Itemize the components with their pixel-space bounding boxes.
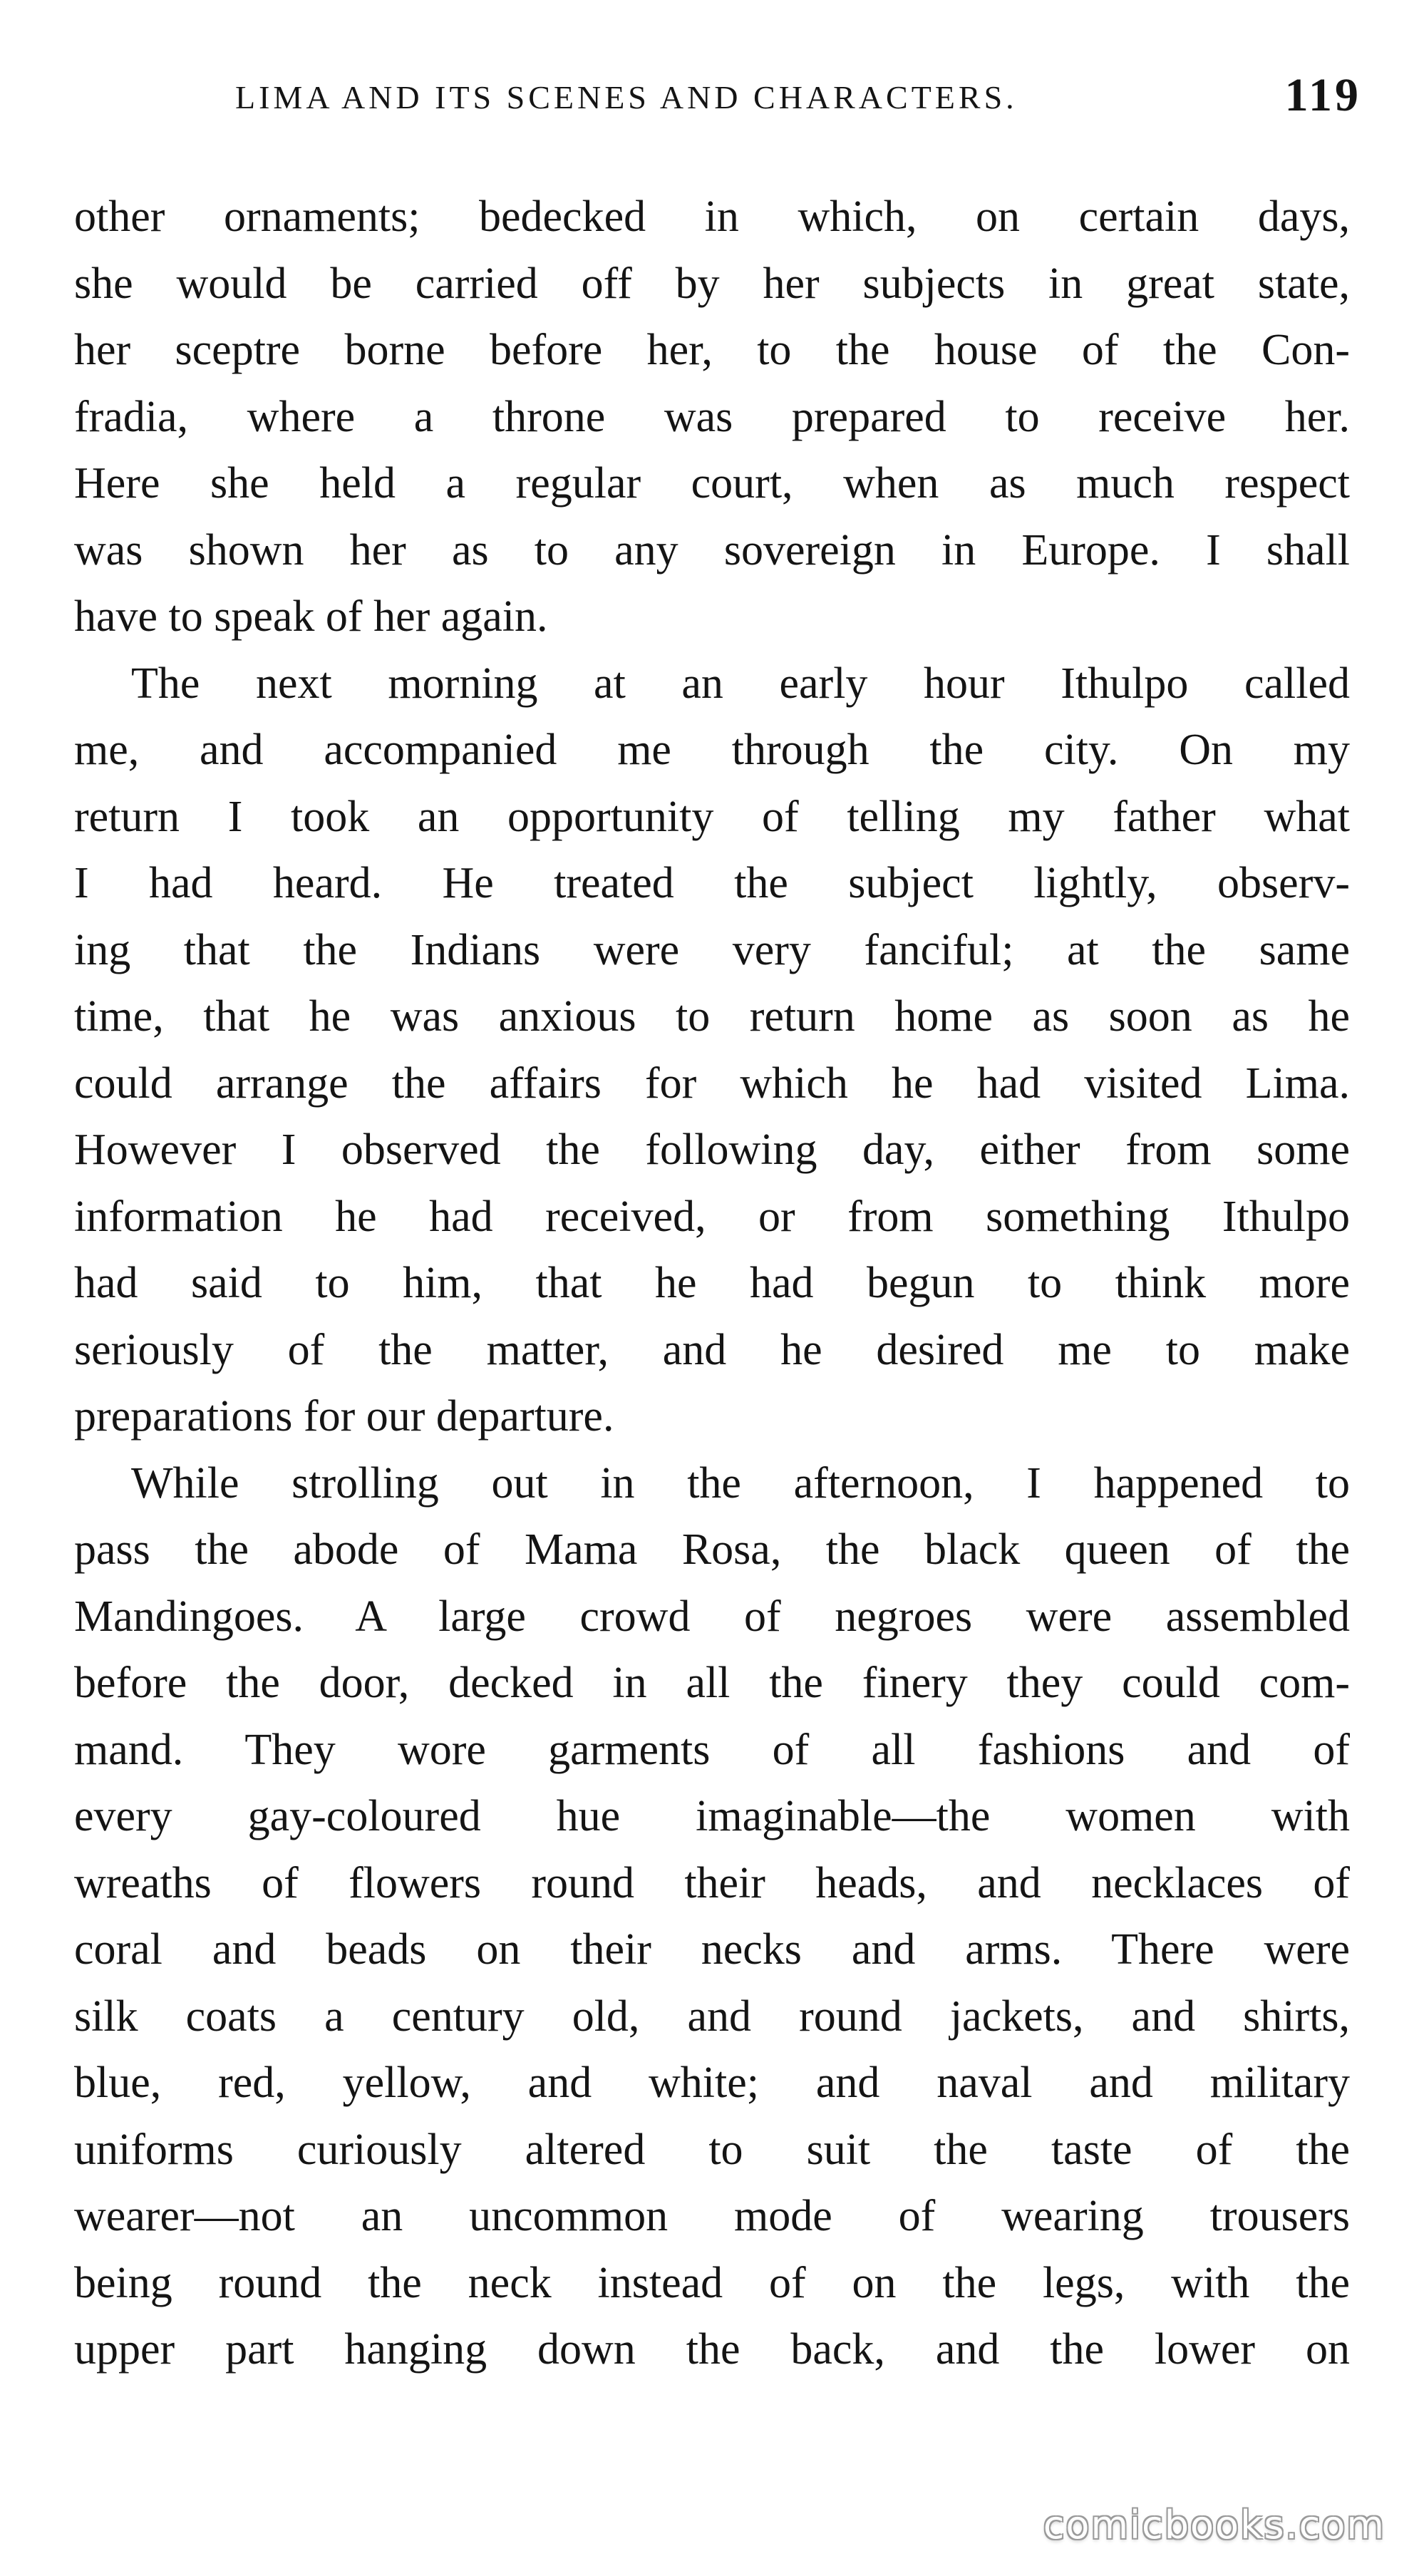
running-title: LIMA AND ITS SCENES AND CHARACTERS.: [235, 79, 1018, 115]
text-line: Mandingoes. A large crowd of negroes were assembled: [74, 1592, 1350, 1641]
text-line: silk coats a century old, and round jackets, and shirts,: [74, 1992, 1350, 2041]
text-line: her sceptre borne before her, to the house of the Con-: [74, 326, 1350, 374]
body-text: [74, 184, 1350, 2384]
text-line: However I observed the following day, either from some: [74, 1125, 1350, 1174]
text-line: The next morning at an early hour Ithulpo called: [131, 659, 1350, 708]
text-line: wreaths of flowers round their heads, and necklaces of: [74, 1858, 1350, 1907]
text-line: upper part hanging down the back, and the lower on: [74, 2325, 1350, 2374]
paragraph-3: [74, 1451, 1350, 2384]
text-line: wearer—not an uncommon mode of wearing trousers: [74, 2192, 1350, 2240]
paragraph-2: [74, 651, 1350, 1451]
text-line: had said to him, that he had begun to think more: [74, 1259, 1350, 1307]
text-line: other ornaments; bedecked in which, on certain days,: [74, 192, 1350, 241]
text-line: time, that he was anxious to return home as soon as he: [74, 992, 1350, 1041]
text-line: I had heard. He treated the subject lightly, observ-: [74, 859, 1350, 907]
text-line: Here she held a regular court, when as much respect: [74, 459, 1350, 508]
text-line: me, and accompanied me through the city. On my: [74, 726, 1350, 774]
text-line: she would be carried off by her subjects in great state,: [74, 259, 1350, 308]
text-line: could arrange the affairs for which he had visited Lima.: [74, 1058, 1350, 1108]
text-line: mand. They wore garments of all fashions and of: [74, 1725, 1350, 1774]
text-line: every gay-coloured hue imaginable—the women with: [74, 1792, 1350, 1840]
paragraph-1: [74, 184, 1350, 651]
running-head: [235, 68, 1361, 125]
page-number: 119: [1284, 69, 1361, 121]
text-line: information he had received, or from something Ithulpo: [74, 1192, 1350, 1241]
text-line: have to speak of her again.: [74, 592, 548, 641]
text-line: blue, red, yellow, and white; and naval and military: [74, 2059, 1350, 2107]
text-line: seriously of the matter, and he desired me to make: [74, 1325, 1350, 1374]
text-line: fradia, where a throne was prepared to receive her.: [74, 392, 1350, 441]
text-line: While strolling out in the afternoon, I happened to: [131, 1458, 1350, 1508]
text-line: before the door, decked in all the finery they could com-: [74, 1659, 1350, 1707]
watermark: comicbooks.com: [1043, 2503, 1385, 2547]
text-line: uniforms curiously altered to suit the taste of the: [74, 2125, 1350, 2174]
text-line: being round the neck instead of on the legs, with the: [74, 2258, 1350, 2307]
text-line: was shown her as to any sovereign in Europe. I shall: [74, 525, 1350, 575]
text-line: preparations for our departure.: [74, 1392, 614, 1441]
text-line: return I took an opportunity of telling my father what: [74, 792, 1350, 841]
text-line: coral and beads on their necks and arms. There were: [74, 1925, 1350, 1974]
text-line: pass the abode of Mama Rosa, the black queen of the: [74, 1525, 1350, 1574]
text-line: ing that the Indians were very fanciful; at the same: [74, 925, 1350, 974]
